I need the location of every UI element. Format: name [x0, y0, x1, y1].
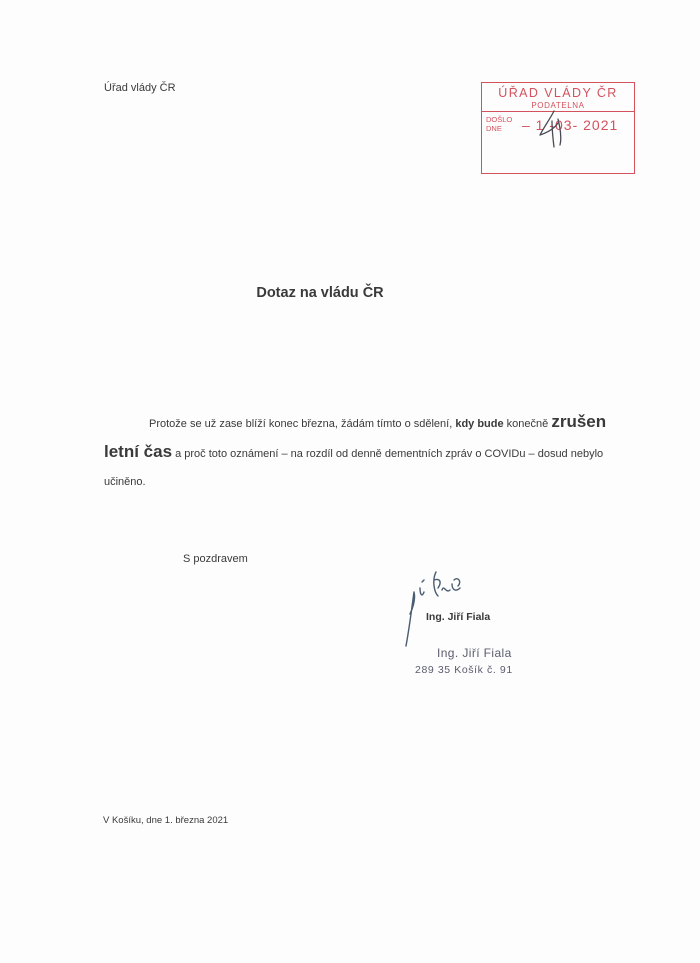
- sender-stamp-address: 289 35 Košík č. 91: [415, 664, 513, 676]
- body-emphasis-kdy-bude: kdy bude: [455, 418, 504, 430]
- stamp-initials-scribble: [532, 109, 572, 149]
- place-and-date: V Košíku, dne 1. března 2021: [103, 815, 229, 826]
- body-text-3: a proč toto oznámení – na rozdíl od denně dementních zpráv o COVIDu – dosud nebylo učiněno.: [104, 448, 604, 488]
- body-text-2: konečně: [503, 418, 552, 430]
- body-emphasis-letni-cas: letní čas: [104, 442, 173, 461]
- stamp-title: ÚŘAD VLÁDY ČR: [498, 86, 618, 100]
- stamp-subtitle: PODATELNA: [531, 101, 585, 110]
- received-stamp: [481, 82, 635, 174]
- body-text-1: Protože se už zase blíží konec března, žádám tímto o sdělení,: [149, 418, 456, 430]
- stamp-label-dne: DNE: [486, 124, 502, 133]
- sender-stamp: [415, 646, 513, 676]
- addressee: Úřad vlády ČR: [104, 82, 176, 94]
- stamp-label-doslo: DOŠLO: [486, 115, 513, 124]
- letter-body: [104, 408, 624, 496]
- closing-greeting: S pozdravem: [183, 553, 248, 565]
- body-emphasis-zrusen: zrušen: [551, 412, 607, 431]
- stamp-date: – 1 -03- 2021: [522, 117, 619, 133]
- letter-title: Dotaz na vládu ČR: [256, 285, 384, 301]
- sender-stamp-name: Ing. Jiří Fiala: [437, 646, 512, 660]
- signature-name: Ing. Jiří Fiala: [426, 611, 491, 623]
- handwritten-signature: [402, 570, 472, 650]
